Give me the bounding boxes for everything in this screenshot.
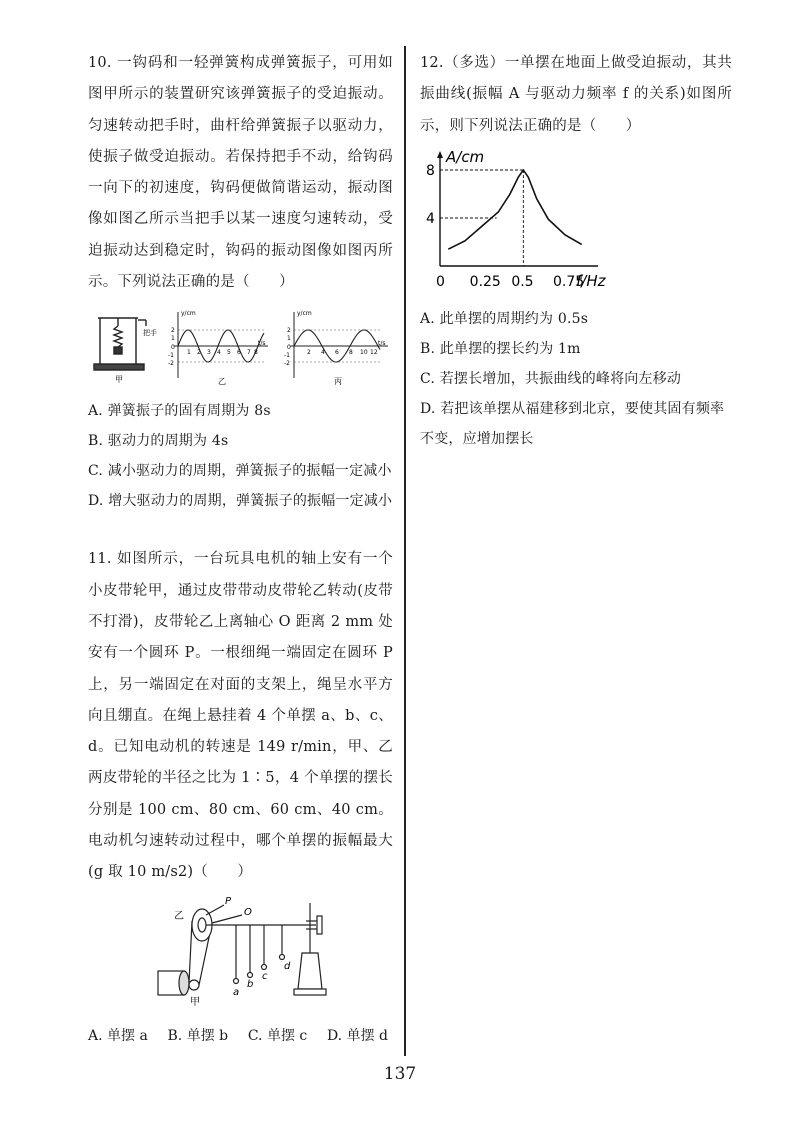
q10-option-b: B. 驱动力的周期为 4s <box>88 433 229 450</box>
y-tick-label: 4 <box>426 210 435 227</box>
chart-ylabel: A/cm <box>446 147 485 166</box>
bing-ytick: 2 <box>287 327 291 335</box>
q11-option-b: B. 单摆 b <box>167 1027 229 1044</box>
x-tick-label: 0.25 <box>469 273 501 290</box>
y-tick-label: 8 <box>426 162 435 179</box>
label-p: P <box>225 895 232 907</box>
graph-yi <box>174 312 268 378</box>
yi-tick: 4 <box>217 349 221 357</box>
column-divider <box>404 46 406 1056</box>
yi-ytick: -2 <box>168 360 174 368</box>
chart-guides <box>440 170 523 266</box>
q12-options <box>420 304 732 454</box>
q11-text: 11. 如图所示，一台玩具电机的轴上安有一个小皮带轮甲，通过皮带带动皮带轮乙转动(皮带不打滑)，皮带轮乙上离轴心 O 距离 2 mm 处安有一个圆环 P。一根细绳一端固定在圆环 P 上，另一端固定在对面的支架上，绳呈水平方向且绷直。在绳上悬挂着 4 个单摆 a、b、c、d。已知电动机的转速是 149 r/min，甲、乙两皮带轮的半径之比为 1∶5，4 个单摆的摆长分别是 100 cm、80 cm、60 cm、40 cm。电动机匀速转动过程中，哪个单摆的振幅最大(g 取 10 m/s2)（ ） <box>88 551 393 881</box>
resonance-curve <box>448 170 581 249</box>
bing-tick: 10 <box>360 349 368 357</box>
q12-text: 12.（多选）一单摆在地面上做受迫振动，其共振曲线(振幅 A 与驱动力频率 f 的关系)如图所示，则下列说法正确的是（ ） <box>420 55 732 134</box>
yi-ytick: 0 <box>171 344 175 352</box>
yi-tick: 6 <box>237 349 241 357</box>
bing-ytick: 0 <box>287 344 291 352</box>
spring-apparatus <box>94 318 146 370</box>
q12-option-b: B. 此单摆的摆长约为 1m <box>420 340 581 357</box>
label-b: b <box>247 978 254 990</box>
bing-tick: 2 <box>307 349 311 357</box>
page-number: 137 <box>383 1064 417 1084</box>
q10-text: 10. 一钩码和一轻弹簧构成弹簧振子，可用如图甲所示的装置研究该弹簧振子的受迫振动。匀速转动把手时，曲杆给弹簧振子以驱动力，使振子做受迫振动。若保持把手不动，给钩码一向下的初速度，钩码便做简谐运动，振动图像如图乙所示当把手以某一速度匀速转动，受迫振动达到稳定时，钩码的振动图像如图丙所示。下列说法正确的是（ ） <box>88 55 393 291</box>
label-d: d <box>284 960 291 972</box>
yi-tick: 8 <box>254 349 258 357</box>
label-o: O <box>244 906 252 918</box>
yi-tick: 2 <box>197 349 201 357</box>
q11-figure <box>88 893 393 1013</box>
bing-tick: 8 <box>349 349 353 357</box>
q10-figure <box>88 306 393 386</box>
yi-tick: 7 <box>247 349 251 357</box>
q10-option-a: A. 弹簧振子的固有周期为 8s <box>88 403 271 420</box>
label-a: a <box>233 986 240 998</box>
label-yi-q10: 乙 <box>218 377 226 387</box>
x-tick-label: 0.5 <box>511 273 534 290</box>
graph-yi-tunit: t/s <box>258 340 266 348</box>
yi-tick: 3 <box>207 349 211 357</box>
resonance-chart <box>412 148 612 298</box>
q11-option-c: C. 单摆 c <box>247 1027 308 1044</box>
q10-option-d: D. 增大驱动力的周期，弹簧振子的振幅一定减小 <box>88 493 393 510</box>
yi-ytick: -1 <box>168 352 174 360</box>
yi-tick: 5 <box>227 349 231 357</box>
graph-bing-ticks <box>284 327 378 367</box>
label-jia-q10: 甲 <box>115 375 123 385</box>
q11-figure-labels <box>174 896 291 1008</box>
q12-option-d: D. 若把该单摆从福建移到北京，要使其固有频率不变，应增加摆长 <box>420 400 725 447</box>
y-axis-arrow <box>437 151 443 158</box>
bing-ytick: -2 <box>284 360 290 368</box>
yi-ytick: 2 <box>171 327 175 335</box>
q12-option-c: C. 若摆长增加，共振曲线的峰将向左移动 <box>420 370 682 387</box>
graph-bing-yunit: y/cm <box>297 310 312 318</box>
x-tick-label: 0.75 <box>553 273 585 290</box>
q10-option-c: C. 减小驱动力的周期，弹簧振子的振幅一定减小 <box>88 463 392 480</box>
bing-ytick: -1 <box>284 352 290 360</box>
graph-bing <box>290 312 388 378</box>
graph-yi-yunit: y/cm <box>181 310 196 318</box>
handle-label: 把手 <box>143 329 157 338</box>
graph-yi-ticks <box>168 327 258 367</box>
yi-tick: 1 <box>187 349 191 357</box>
bing-ytick: 1 <box>287 335 291 343</box>
q11-options <box>88 1025 388 1045</box>
right-column <box>420 48 732 454</box>
chart-ticks <box>426 163 584 290</box>
q10-options <box>88 396 393 516</box>
label-jia-q11: 甲 <box>190 996 200 1008</box>
label-c: c <box>262 970 268 982</box>
graph-bing-tunit: t/s <box>378 340 386 348</box>
chart-axes <box>437 151 598 266</box>
bing-tick: 12 <box>370 349 378 357</box>
q12-option-a: A. 此单摆的周期约为 0.5s <box>420 310 589 327</box>
q11-option-a: A. 单摆 a <box>88 1027 148 1044</box>
label-yi-q11: 乙 <box>174 910 184 922</box>
q11-option-d: D. 单摆 d <box>326 1027 388 1044</box>
left-column <box>88 48 393 1045</box>
yi-ytick: 1 <box>171 335 175 343</box>
label-bing-q10: 丙 <box>334 377 342 387</box>
chart-xlabel: f/Hz <box>576 271 606 290</box>
bing-tick: 6 <box>335 349 339 357</box>
x-tick-label: 0 <box>436 273 445 290</box>
bing-tick: 4 <box>321 349 325 357</box>
